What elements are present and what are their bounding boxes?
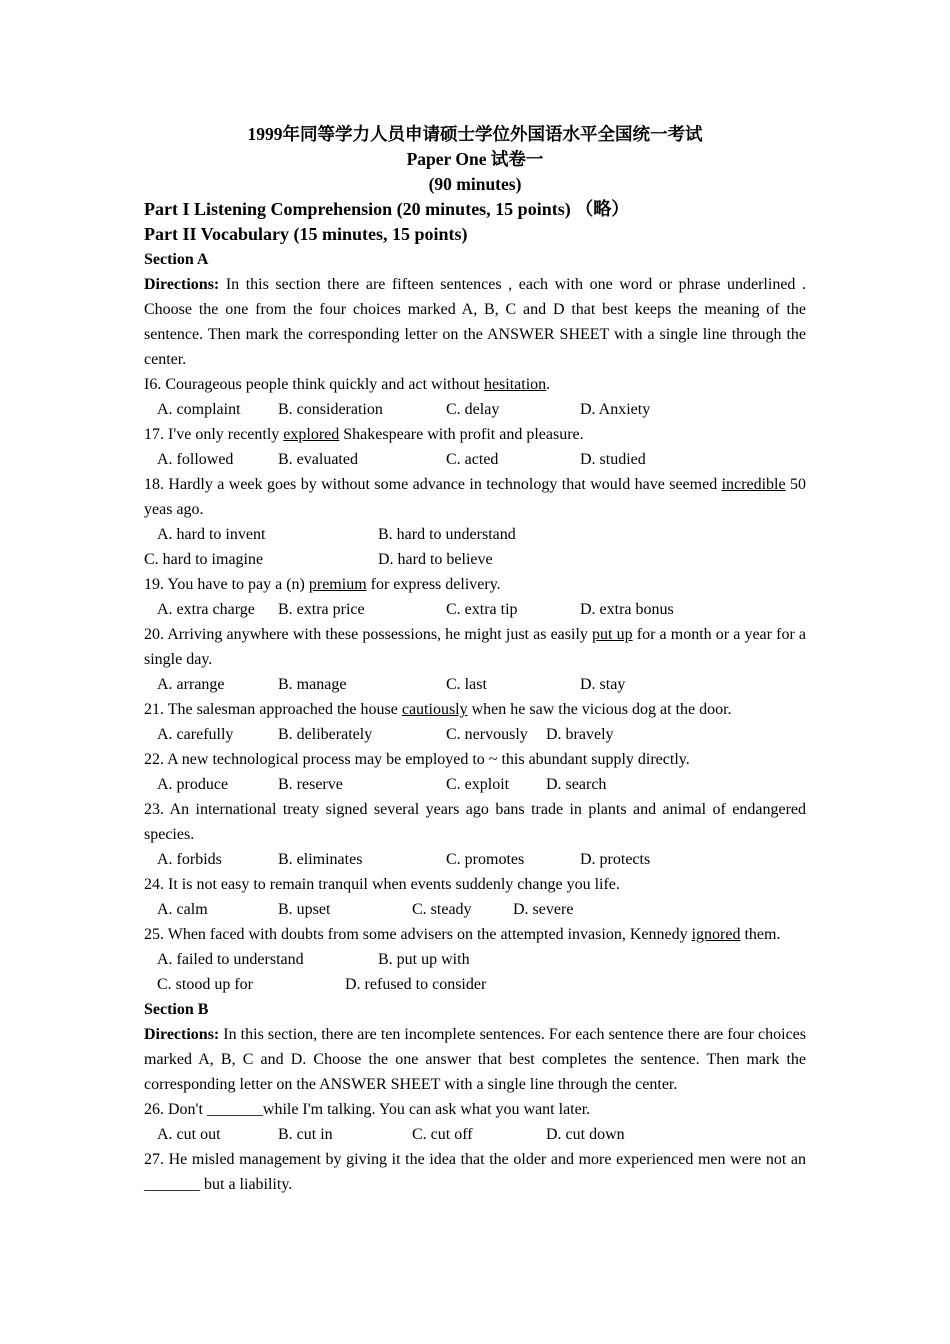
question-stem: 17. I've only recently explored Shakespeare with profit and pleasure. <box>144 426 584 443</box>
option-c: C. cut off <box>412 1126 473 1143</box>
option-c: C. promotes <box>446 851 525 868</box>
option-a: A. hard to invent <box>157 526 266 543</box>
exam-title: 1999年同等学力人员申请硕士学位外国语水平全国统一考试 <box>247 124 703 144</box>
section-a-directions <box>144 272 806 372</box>
directions-text: In this section, there are ten incomplete sentences. For each sentence there are four choices marked A, B, C and D. Choose the one answer that best completes the sentence. Then mark the corresponding letter on the ANSWER SHEET with a single line through the center. <box>144 1026 806 1093</box>
option-c: C. stood up for <box>157 976 253 993</box>
paper-duration: (90 minutes) <box>428 174 522 194</box>
question-stem: I6. Courageous people think quickly and act without hesitation. <box>144 376 551 393</box>
option-b: B. evaluated <box>278 451 358 468</box>
option-d: D. search <box>546 776 607 793</box>
option-d: D. hard to believe <box>378 551 493 568</box>
option-a: A. arrange <box>157 676 225 693</box>
option-c: C. extra tip <box>446 601 518 618</box>
option-c: C. last <box>446 676 487 693</box>
answer-options <box>144 1122 806 1147</box>
section-b-heading: Section B <box>144 1001 209 1018</box>
answer-options <box>144 972 806 997</box>
answer-options <box>144 722 806 747</box>
answer-options <box>144 397 806 422</box>
answer-options <box>144 772 806 797</box>
answer-options <box>144 947 806 972</box>
option-c: C. acted <box>446 451 499 468</box>
option-d: D. bravely <box>546 726 614 743</box>
option-a: A. forbids <box>157 851 222 868</box>
option-c: C. exploit <box>446 776 510 793</box>
option-a: A. failed to understand <box>157 951 304 968</box>
part-1-heading: Part I Listening Comprehension (20 minutes, 15 points) （略） <box>144 199 630 219</box>
option-c: C. nervously <box>446 726 528 743</box>
option-d: D. severe <box>513 901 574 918</box>
directions-label: Directions: <box>144 276 220 293</box>
option-d: D. cut down <box>546 1126 625 1143</box>
question-stem: 18. Hardly a week goes by without some advance in technology that would have seemed incredible 50 yeas ago. <box>144 476 806 518</box>
answer-options <box>144 547 806 572</box>
answer-options <box>144 447 806 472</box>
option-d: D. extra bonus <box>580 601 674 618</box>
option-a: A. carefully <box>157 726 234 743</box>
option-b: B. put up with <box>378 951 470 968</box>
question-stem: 22. A new technological process may be employed to ~ this abundant supply directly. <box>144 751 690 768</box>
directions-text: In this section there are fifteen sentences , each with one word or phrase underlined . Choose the one from the four choices marked A, B, C and D that best keeps the meaning of the sentence. Then mark the corresponding letter on the ANSWER SHEET with a single line through the center. <box>144 276 806 368</box>
option-b: B. eliminates <box>278 851 363 868</box>
option-b: B. deliberately <box>278 726 373 743</box>
option-b: B. cut in <box>278 1126 333 1143</box>
option-b: B. reserve <box>278 776 343 793</box>
option-a: A. extra charge <box>157 601 255 618</box>
answer-options <box>144 672 806 697</box>
option-b: B. consideration <box>278 401 383 418</box>
answer-options <box>144 847 806 872</box>
option-d: D. studied <box>580 451 646 468</box>
answer-options <box>144 597 806 622</box>
question-stem: 25. When faced with doubts from some advisers on the attempted invasion, Kennedy ignored them. <box>144 926 781 943</box>
paper-title: Paper One 试卷一 <box>406 149 544 169</box>
part-2-heading: Part II Vocabulary (15 minutes, 15 points) <box>144 224 468 244</box>
question-stem: 23. An international treaty signed several years ago bans trade in plants and animal of endangered species. <box>144 801 806 843</box>
option-d: D. Anxiety <box>580 401 651 418</box>
exam-page <box>144 122 806 1197</box>
option-a: A. followed <box>157 451 234 468</box>
directions-label: Directions: <box>144 1026 220 1043</box>
answer-options <box>144 522 806 547</box>
section-a-heading: Section A <box>144 251 209 268</box>
option-b: B. manage <box>278 676 347 693</box>
question-stem: 20. Arriving anywhere with these possessions, he might just as easily put up for a month or a year for a single day. <box>144 626 807 668</box>
option-a: A. calm <box>157 901 208 918</box>
option-b: B. upset <box>278 901 331 918</box>
section-b-directions <box>144 1022 806 1097</box>
question-stem: 19. You have to pay a (n) premium for express delivery. <box>144 576 501 593</box>
option-d: D. refused to consider <box>345 976 487 993</box>
option-d: D. stay <box>580 676 626 693</box>
answer-options <box>144 897 806 922</box>
question-stem: 27. He misled management by giving it the idea that the older and more experienced men were not an _______ but a liability. <box>144 1151 806 1193</box>
option-c: C. steady <box>412 901 472 918</box>
option-b: B. hard to understand <box>378 526 516 543</box>
option-a: A. produce <box>157 776 229 793</box>
option-a: A. complaint <box>157 401 241 418</box>
option-c: C. hard to imagine <box>144 551 264 568</box>
option-a: A. cut out <box>157 1126 221 1143</box>
option-b: B. extra price <box>278 601 365 618</box>
question-stem: 26. Don't _______while I'm talking. You can ask what you want later. <box>144 1101 591 1118</box>
option-c: C. delay <box>446 401 500 418</box>
question-stem: 21. The salesman approached the house cautiously when he saw the vicious dog at the door. <box>144 701 732 718</box>
option-d: D. protects <box>580 851 651 868</box>
question-stem: 24. It is not easy to remain tranquil when events suddenly change you life. <box>144 876 620 893</box>
